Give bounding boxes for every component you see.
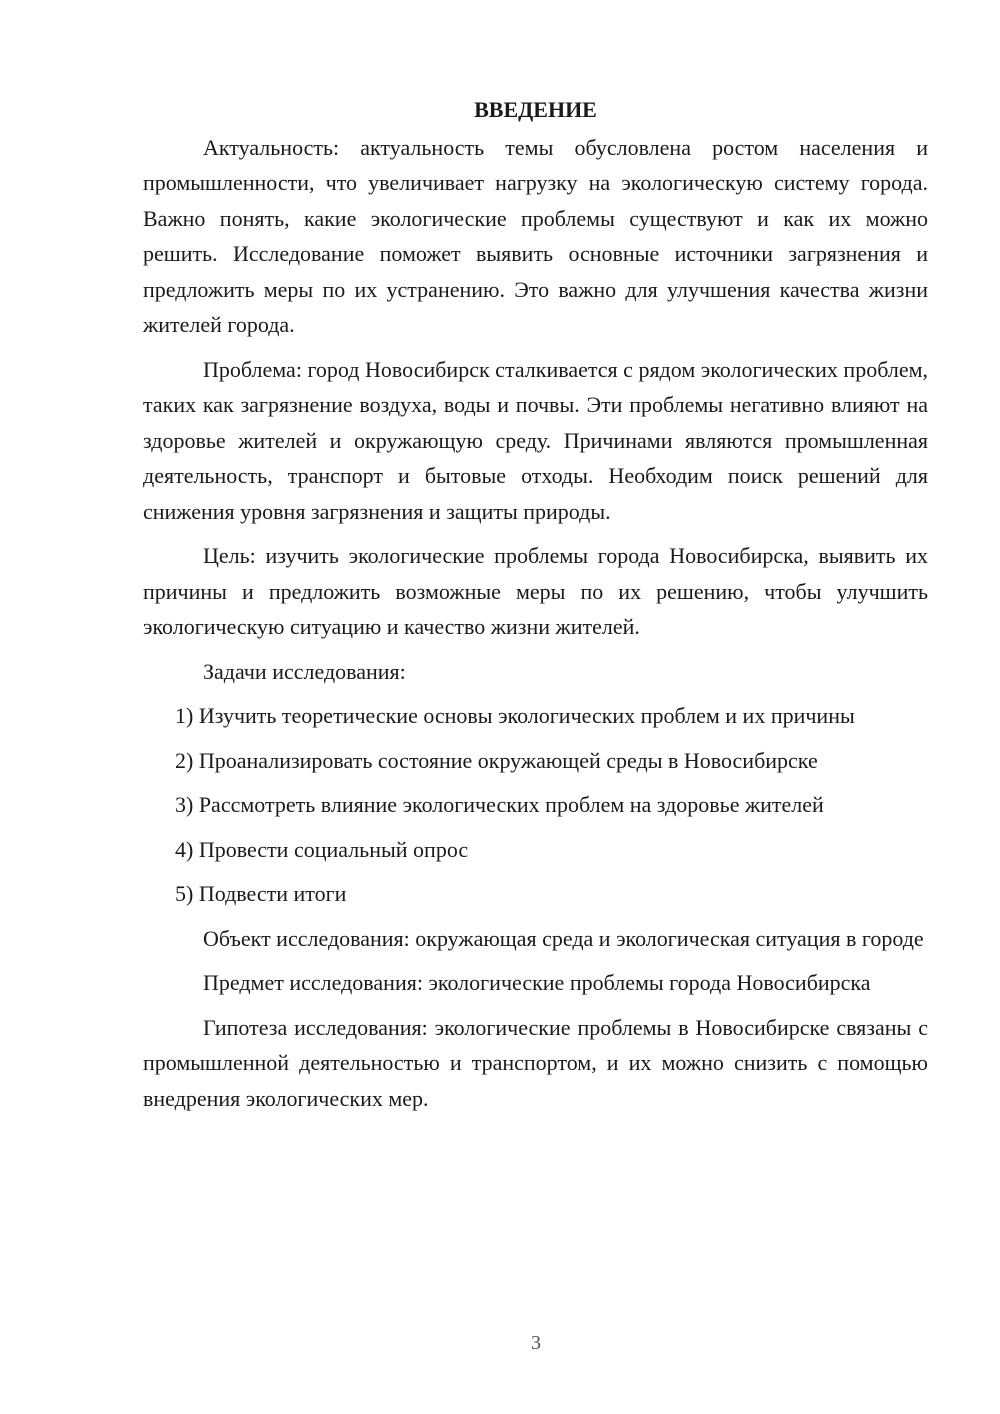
paragraph-subject: Предмет исследования: экологические проблемы города Новосибирска	[203, 970, 871, 995]
paragraph-tasks-heading: Задачи исследования:	[203, 658, 406, 684]
page-number: 3	[531, 1332, 541, 1354]
task-item-1: 1) Изучить теоретические основы экологических проблем и их причины	[175, 703, 855, 728]
paragraph-hypothesis: Гипотеза исследования: экологические проблемы в Новосибирске связаны с промышленной деятельностью и транспортом, и их можно снизить с помощью внедрения экологических мер.	[143, 1014, 928, 1111]
paragraph-object: Объект исследования: окружающая среда и экологическая ситуация в городе	[203, 925, 924, 951]
paragraph-goal: Цель: изучить экологические проблемы города Новосибирска, выявить их причины и предложить возможные меры по их решению, чтобы улучшить экологическую ситуацию и качество жизни жителей.	[143, 543, 928, 639]
page-content	[143, 92, 928, 1125]
section-title: ВВЕДЕНИЕ	[474, 97, 597, 122]
task-item-4: 4) Провести социальный опрос	[175, 836, 469, 862]
paragraph-problem: Проблема: город Новосибирск сталкивается с рядом экологических проблем, таких как загрязнение воздуха, воды и почвы. Эти проблемы негативно влияют на здоровье жителей и окружающую среду. Причинами являются промышленная деятельность, транспорт и бытовые отходы. Необходим поиск решений для снижения уровня загрязнения и защиты природы.	[143, 356, 928, 524]
task-item-3: 3) Рассмотреть влияние экологических проблем на здоровье жителей	[175, 792, 824, 817]
task-item-2: 2) Проанализировать состояние окружающей среды в Новосибирске	[175, 747, 818, 773]
task-item-5: 5) Подвести итоги	[175, 881, 347, 906]
paragraph-relevance: Актуальность: актуальность темы обусловлена ростом населения и промышленности, что увеличивает нагрузку на экологическую систему города. Важно понять, какие экологические проблемы существуют и как их можно решить. Исследование поможет выявить основные источники загрязнения и предложить меры по их устранению. Это важно для улучшения качества жизни жителей города.	[143, 134, 928, 337]
